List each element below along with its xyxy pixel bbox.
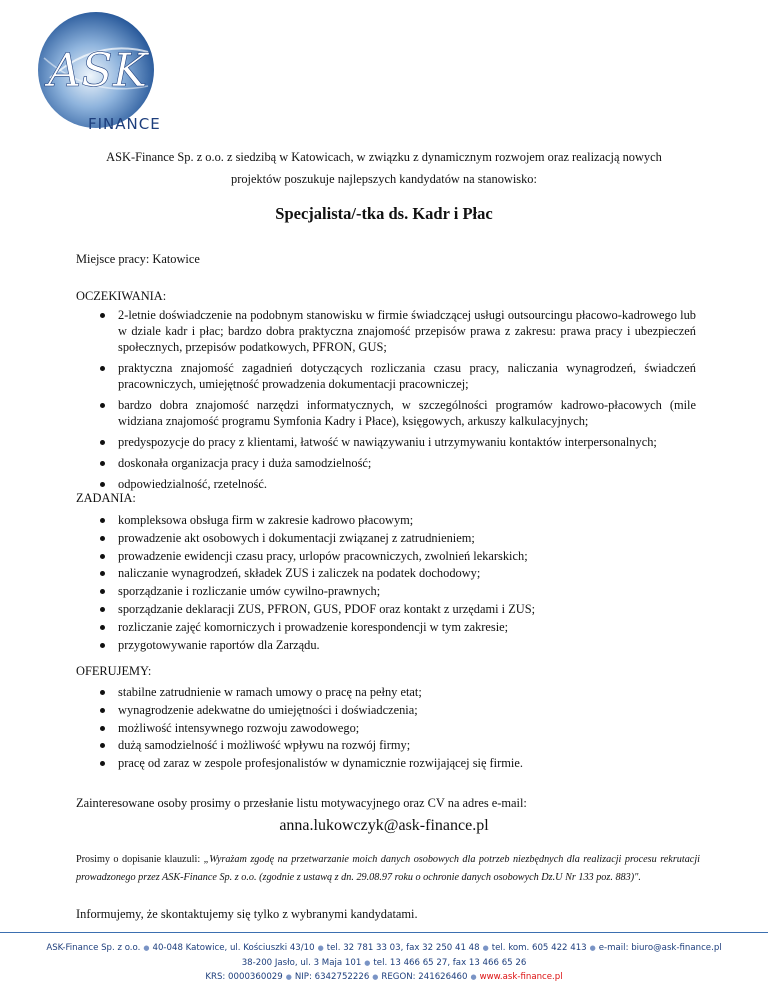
footer-krs: KRS: 0000360029 [205, 972, 283, 982]
footer-separator: ● [482, 944, 489, 952]
footer-separator: ● [372, 973, 379, 981]
footer-mobile: tel. kom. 605 422 413 [491, 943, 587, 953]
footer-separator: ● [470, 973, 477, 981]
footer-website-link[interactable]: www.ask-finance.pl [479, 972, 563, 982]
list-item: prowadzenie ewidencji czasu pracy, urlopów pracowniczych, zwolnień lekarskich; [76, 548, 696, 566]
footer-line-1 [0, 941, 768, 955]
logo-brand-top: ASK [48, 43, 148, 97]
list-item: doskonała organizacja pracy i duża samodzielność; [76, 455, 696, 471]
footer-nip: NIP: 6342752226 [294, 972, 370, 982]
list-item: praktyczna znajomość zagadnień dotyczących rozliczania czasu pracy, naliczania wynagrodzeń, świadczeń pracowniczych, umiejętność prowadzenia dokumentacji pracowniczej; [76, 360, 696, 392]
footer-address-katowice: 40-048 Katowice, ul. Kościuszki 43/10 [152, 943, 315, 953]
list-item: możliwość intensywnego rozwoju zawodowego; [76, 720, 696, 738]
list-item: rozliczanie zajęć komorniczych i prowadzenie korespondencji w tym zakresie; [76, 619, 696, 637]
contact-instructions: Zainteresowane osoby prosimy o przesłanie listu motywacyjnego oraz CV na adres e-mail: [76, 796, 527, 810]
footer-email[interactable]: e-mail: biuro@ask-finance.pl [598, 943, 722, 953]
logo-brand-bottom: FINANCE [88, 115, 161, 133]
footer-address-jaslo: 38-200 Jasło, ul. 3 Maja 101 [241, 958, 362, 968]
intro-text [60, 146, 708, 190]
footer-company: ASK-Finance Sp. z o.o. [46, 943, 141, 953]
list-item: kompleksowa obsługa firm w zakresie kadrowo płacowym; [76, 512, 696, 530]
job-title: Specjalista/-tka ds. Kadr i Płac [275, 204, 493, 223]
footer-separator: ● [589, 944, 596, 952]
tasks-heading: ZADANIA: [76, 491, 136, 505]
list-item: pracę od zaraz w zespole profesjonalistów w dynamicznie rozwijającej się firmie. [76, 755, 696, 773]
footer-separator: ● [143, 944, 150, 952]
footer-phone-katowice: tel. 32 781 33 03, fax 32 250 41 48 [326, 943, 480, 953]
footer-divider [0, 932, 768, 933]
list-item: 2-letnie doświadczenie na podobnym stanowisku w firmie świadczącej usługi outsourcingu płacowo-kadrowego lub w dziale kadr i płac; bardzo dobra praktyczna znajomość przepisów prawa z zakresu: prawa pracy i ubezpieczeń społecznych, przepisów podatkowych, PFRON, GUS; [76, 307, 696, 355]
job-location: Miejsce pracy: Katowice [76, 252, 200, 266]
list-item: stabilne zatrudnienie w ramach umowy o pracę na pełny etat; [76, 684, 696, 702]
footer-line-2 [0, 956, 768, 970]
footer-separator: ● [317, 944, 324, 952]
list-item: dużą samodzielność i możliwość wpływu na rozwój firmy; [76, 737, 696, 755]
list-item: naliczanie wynagrodzeń, składek ZUS i zaliczek na podatek dochodowy; [76, 565, 696, 583]
list-item: predyspozycje do pracy z klientami, łatwość w nawiązywaniu i utrzymywaniu kontaktów interpersonalnych; [76, 434, 696, 450]
list-item: bardzo dobra znajomość narzędzi informatycznych, w szczególności programów kadrowo-płacowych (mile widziana znajomość programu Symfonia Kadry i Płace), księgowych, arkuszy kalkulacyjnych; [76, 397, 696, 429]
tasks-list [76, 512, 696, 654]
list-item: prowadzenie akt osobowych i dokumentacji związanej z zatrudnieniem; [76, 530, 696, 548]
ask-finance-logo [30, 8, 170, 134]
list-item: przygotowywanie raportów dla Zarządu. [76, 637, 696, 655]
footer-phone-jaslo: tel. 13 466 65 27, fax 13 466 65 26 [373, 958, 527, 968]
offer-heading: OFERUJEMY: [76, 664, 152, 678]
footer-separator: ● [364, 959, 371, 967]
footer-line-3 [0, 970, 768, 984]
list-item: sporządzanie i rozliczanie umów cywilno-prawnych; [76, 583, 696, 601]
footer-regon: REGON: 241626460 [381, 972, 468, 982]
list-item: sporządzanie deklaracji ZUS, PFRON, GUS, PDOF oraz kontakt z urzędami i ZUS; [76, 601, 696, 619]
clause-text: „Wyrażam zgodę na przetwarzanie moich danych osobowych dla potrzeb niezbędnych dla realizacji procesu rekrutacji prowadzonego przez ASK-Finance Sp. z o.o. (zgodnie z ustawą z dn. 29.08.97 roku o ochronie danych osobowych Dz.U Nr 133 poz. 883)". [76, 854, 700, 883]
list-item: wynagrodzenie adekwatne do umiejętności i doświadczenia; [76, 702, 696, 720]
list-item: odpowiedzialność, rzetelność. [76, 476, 696, 492]
intro-line-2: projektów poszukuje najlepszych kandydatów na stanowisko: [231, 172, 537, 186]
intro-line-1: ASK-Finance Sp. z o.o. z siedzibą w Katowicach, w związku z dynamicznym rozwojem oraz realizacją nowych [106, 150, 662, 164]
contact-email-link[interactable]: anna.lukowczyk@ask-finance.pl [279, 817, 489, 834]
consent-clause [76, 851, 700, 886]
offer-list [76, 684, 696, 773]
inform-note: Informujemy, że skontaktujemy się tylko z wybranymi kandydatami. [76, 907, 418, 921]
expectations-heading: OCZEKIWANIA: [76, 289, 167, 303]
footer-separator: ● [285, 973, 292, 981]
expectations-list [76, 307, 696, 492]
clause-lead: Prosimy o dopisanie klauzuli: [76, 854, 204, 865]
